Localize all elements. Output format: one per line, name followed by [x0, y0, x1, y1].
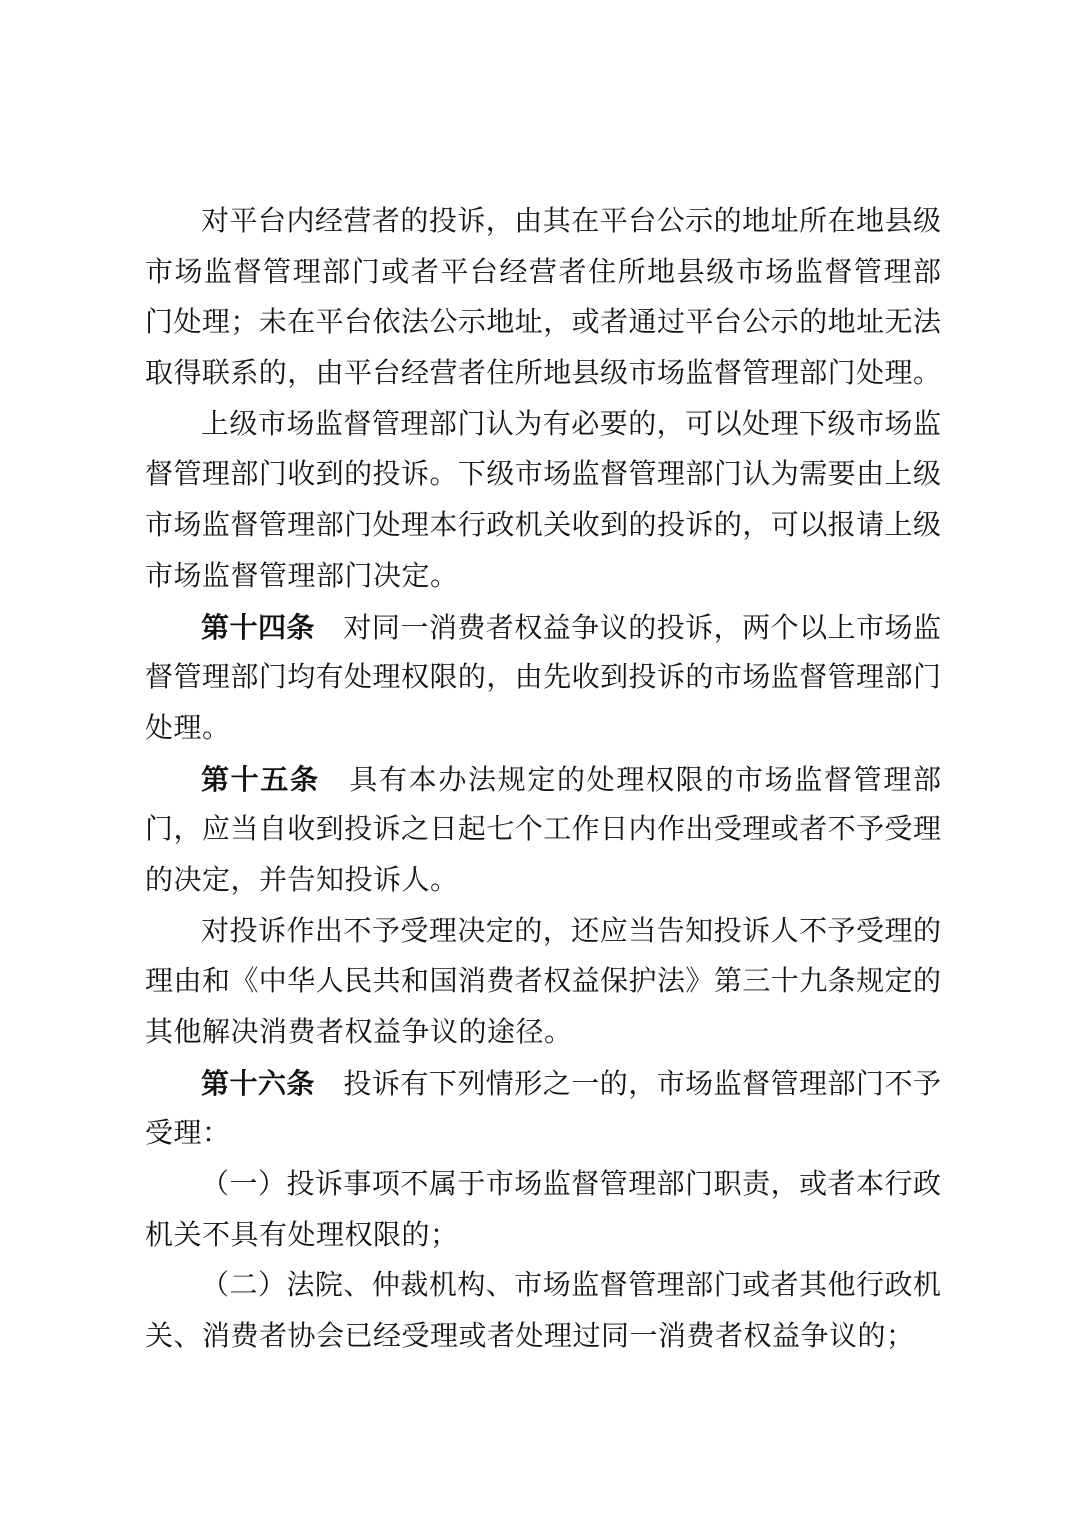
text-line [145, 349, 941, 400]
paragraph-text: 市场监督管理部门处理本行政机关收到的投诉的，可以报请上级 [145, 510, 941, 542]
paragraph-text: 市场监督管理部门决定。 [145, 560, 459, 592]
text-line [145, 805, 941, 856]
paragraph-text: 市场监督管理部门或者平台经营者住所地县级市场监督管理部 [145, 256, 941, 288]
paragraph-text: 对投诉作出不予受理决定的，还应当告知投诉人不予受理的 [201, 915, 941, 947]
text-line [145, 197, 941, 248]
text-line [145, 755, 941, 806]
text-line [145, 248, 941, 299]
paragraph-text: 处理。 [145, 712, 231, 744]
text-line [145, 704, 941, 755]
paragraph-text: 督管理部门收到的投诉。下级市场监督管理部门认为需要由上级 [145, 459, 941, 491]
text-line [145, 856, 941, 907]
text-line [145, 552, 941, 603]
text-line [145, 298, 941, 349]
paragraph-text: 理由和《中华人民共和国消费者权益保护法》第三十九条规定的 [145, 966, 941, 998]
text-line [145, 1059, 941, 1110]
paragraph-text: 门，应当自收到投诉之日起七个工作日内作出受理或者不予受理 [145, 814, 941, 846]
text-line [145, 957, 941, 1008]
paragraph-text: 受理： [145, 1118, 231, 1150]
paragraph-text: 的决定，并告知投诉人。 [145, 864, 459, 896]
text-line [145, 400, 941, 451]
paragraph-text: 机关不具有处理权限的； [145, 1219, 459, 1251]
paragraph-text: 对同一消费者权益争议的投诉，两个以上市场监 [314, 612, 941, 644]
text-line [145, 1312, 941, 1363]
list-item-two-text: （二）法院、仲裁机构、市场监督管理部门或者其他行政机 [201, 1270, 941, 1302]
article-number-16: 第十六条 [201, 1067, 315, 1099]
paragraph-text: 投诉有下列情形之一的，市场监督管理部门不予 [314, 1068, 941, 1100]
text-line [145, 450, 941, 501]
list-item-one-text: （一）投诉事项不属于市场监督管理部门职责，或者本行政 [201, 1169, 941, 1201]
text-line [145, 1109, 941, 1160]
paragraph-text: 关、消费者协会已经受理或者处理过同一消费者权益争议的； [145, 1321, 915, 1353]
document-text-block [145, 197, 941, 1363]
paragraph-text: 门处理；未在平台依法公示地址，或者通过平台公示的地址无法 [145, 307, 941, 339]
text-line [145, 1261, 941, 1312]
paragraph-text: 具有本办法规定的处理权限的市场监督管理部 [319, 764, 941, 796]
text-line [145, 1211, 941, 1262]
text-line [145, 1160, 941, 1211]
paragraph-text: 取得联系的，由平台经营者住所地县级市场监督管理部门处理。 [145, 358, 941, 390]
paragraph-text: 上级市场监督管理部门认为有必要的，可以处理下级市场监 [201, 408, 941, 440]
paragraph-text: 其他解决消费者权益争议的途径。 [145, 1017, 573, 1048]
article-number-14: 第十四条 [201, 611, 315, 643]
text-line [145, 1008, 941, 1059]
text-line [145, 501, 941, 552]
paragraph-text: 督管理部门均有处理权限的，由先收到投诉的市场监督管理部门 [145, 662, 941, 694]
text-line [145, 603, 941, 654]
text-line [145, 653, 941, 704]
paragraph-text: 对平台内经营者的投诉，由其在平台公示的地址所在地县级 [201, 206, 941, 237]
text-line [145, 907, 941, 958]
article-number-15: 第十五条 [201, 763, 320, 795]
